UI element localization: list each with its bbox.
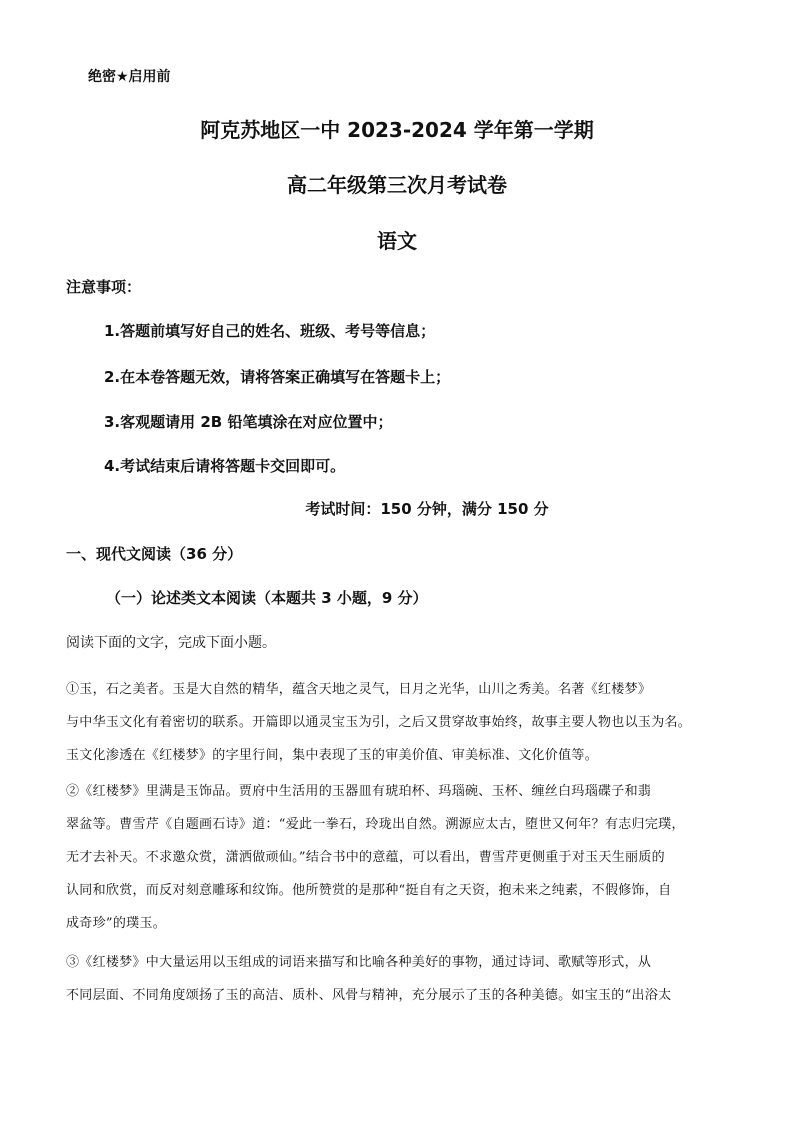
passage-line: 不同层面、不同角度颂扬了玉的高洁、质朴、风骨与精神，充分展示了玉的各种美德。如宝玉的“出浴太 (66, 988, 672, 1003)
notice-item: 1.答题前填写好自己的姓名、班级、考号等信息； (104, 322, 436, 340)
school-term-title: 阿克苏地区一中 2023-2024 学年第一学期 (200, 118, 594, 142)
passage-paragraph-3 (66, 946, 730, 1012)
passage-line: 翠盆等。曹雪芹《自题画石诗》道：“爱此一拳石，玲珑出自然。溯源应太古，堕世又何年？有志归完璞， (66, 817, 685, 832)
passage-line: 无才去补天。不求邀众赏，潇洒做顽仙。”结合书中的意蕴，可以看出，曹雪芹更侧重于对玉天生丽质的 (66, 850, 665, 865)
section-subtitle: （一）论述类文本阅读（本题共 3 小题，9 分） (106, 589, 428, 607)
notice-item: 2.在本卷答题无效，请将答案正确填写在答题卡上； (104, 368, 451, 386)
passage-line: ③《红楼梦》中大量运用以玉组成的词语来描写和比喻各种美好的事物，通过诗词、歌赋等形式，从 (66, 955, 652, 970)
passage-paragraph-2 (66, 775, 730, 940)
secret-mark: 绝密★启用前 (88, 69, 171, 85)
passage-line: 与中华玉文化有着密切的联系。开篇即以通灵宝玉为引，之后又贯穿故事始终，故事主要人物也以玉为名。 (66, 715, 692, 730)
passage-line: 玉文化渗透在《红楼梦》的字里行间，集中表现了玉的审美价值、审美标准、文化价值等。 (66, 748, 599, 763)
exam-time-info: 考试时间：150 分钟，满分 150 分 (305, 500, 549, 518)
passage-line: ②《红楼梦》里满是玉饰品。贾府中生活用的玉器皿有琥珀杯、玛瑙碗、玉杯、缠丝白玛瑙碟子和翡 (66, 784, 652, 799)
passage-line: 认同和欣赏，而反对刻意雕琢和纹饰。他所赞赏的是那种“挺自有之天资，抱未来之纯素，不假修饰，自 (66, 883, 672, 898)
reading-instruction: 阅读下面的文字，完成下面小题。 (66, 635, 276, 651)
section-title: 一、现代文阅读（36 分） (66, 545, 243, 563)
passage-line: 成奇珍”的璞玉。 (66, 916, 167, 931)
passage-line: ①玉，石之美者。玉是大自然的精华，蕴含天地之灵气，日月之光华，山川之秀美。名著《红楼梦》 (66, 682, 652, 697)
subject-title: 语文 (377, 229, 417, 253)
exam-name-title: 高二年级第三次月考试卷 (287, 173, 507, 197)
notice-item: 3.客观题请用 2B 铅笔填涂在对应位置中； (104, 413, 393, 431)
passage-paragraph-1 (66, 673, 730, 772)
notice-item: 4.考试结束后请将答题卡交回即可。 (104, 457, 346, 475)
notice-heading: 注意事项： (66, 278, 142, 296)
